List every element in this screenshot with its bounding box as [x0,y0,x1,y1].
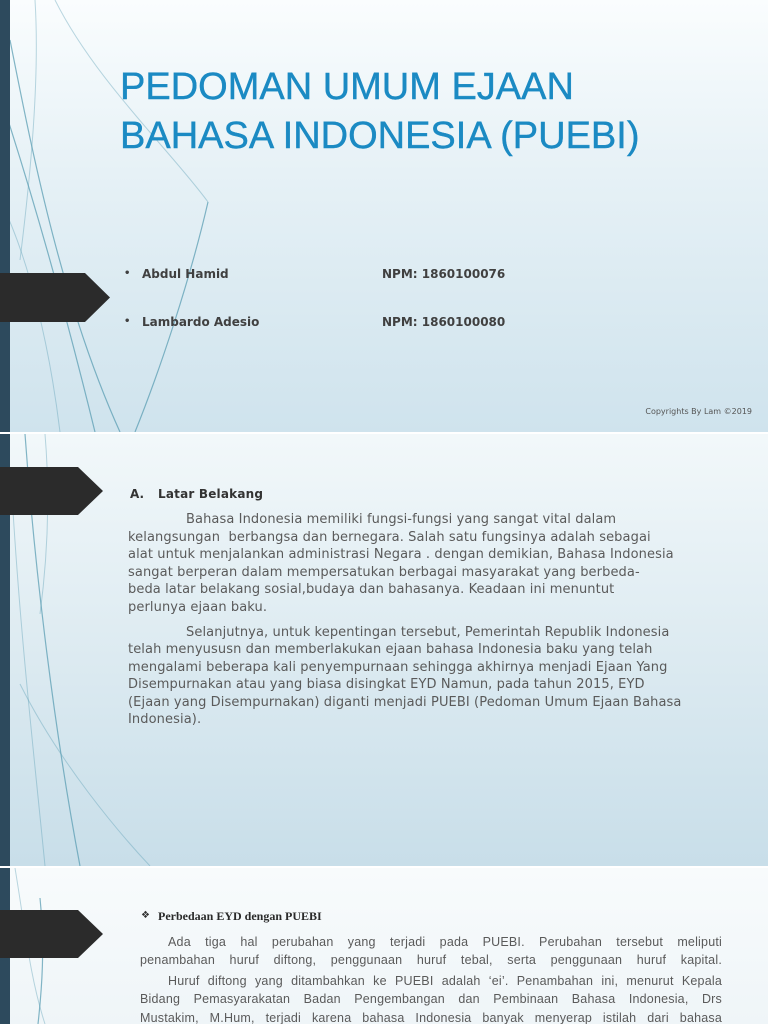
text-line: telah menyususn dan memberlakukan ejaan bahasa Indonesia baku yang telah [128,642,653,657]
text-line: mengalami beberapa kali penyempurnaan sehingga akhirnya menjadi Ejaan Yang [128,659,668,675]
text-line: alat untuk menjalankan administrasi Negara . dengan demikian, Bahasa Indonesia [128,547,674,562]
paragraph [140,933,722,970]
bullet-icon: • [124,268,131,279]
section-heading [0,485,768,503]
section-marker: A. [130,487,145,501]
text-line: perlunya ejaan baku. [128,599,268,615]
latar-belakang-slide [0,434,768,866]
author-name: Abdul Hamid [142,267,229,281]
decorative-curve [12,494,45,866]
text-line: beda latar belakang sosial,budaya dan bahasanya. Keadaan ini menuntut [128,582,615,597]
text-line: Selanjutnya, untuk kepentingan tersebut, Pemerintah Republik Indonesia [186,624,670,640]
decorative-curve [10,40,120,432]
author-npm: NPM: 1860100080 [382,315,506,329]
text-line: Ada tiga hal perubahan yang terjadi pada PUEBI. Perubahan tersebut meliputi [168,934,722,949]
title-slide [0,0,768,432]
section-body [128,511,681,736]
section-title: Latar Belakang [158,487,264,501]
author-item [0,265,768,283]
section-heading [0,907,768,925]
text-line: kelangsungan berbangsa dan bernegara. Salah satu fungsinya adalah sebagai [128,529,651,545]
text-line: Bahasa Indonesia memiliki fungsi-fungsi yang sangat vital dalam [186,512,617,527]
paragraph [140,972,722,1024]
section-body [140,933,722,1024]
slide-title [120,63,639,161]
text-line: Mustakim, M.Hum, terjadi karena bahasa Indonesia banyak menyerap istilah dari bahasa [140,1010,722,1024]
text-line: Bidang Pemasyarakatan Badan Pengembangan dan Pembinaan Bahasa Indonesia, Drs [140,992,722,1007]
text-line: (Ejaan yang Disempurnakan) diganti menjadi PUEBI (Pedoman Umum Ejaan Bahasa [128,694,682,710]
left-accent-stripe [0,0,10,432]
author-item [0,313,768,331]
bullet-icon: • [124,316,131,327]
author-name: Lambardo Adesio [142,315,260,329]
perbedaan-slide [0,868,768,1024]
text-line: Indonesia). [128,712,202,727]
title-line: PEDOMAN UMUM EJAAN [120,66,574,108]
copyright-notice: Copyrights By Lam ©2019 [645,407,752,416]
paragraph [128,511,681,616]
text-line: penambahan huruf diftong, penggunaan huruf tebal, serta penggunaan huruf kapital. [140,953,722,968]
diamond-bullet-icon: ❖ [141,910,150,921]
text-line: sangat berperan dalam mempersatukan berbagai masyarakat yang berbeda- [128,564,640,580]
author-npm: NPM: 1860100076 [382,267,506,281]
section-title: Perbedaan EYD dengan PUEBI [158,909,322,923]
title-line: BAHASA INDONESIA (PUEBI) [120,115,640,157]
decorative-curve [40,434,48,614]
text-line: Disempurnakan atau yang biasa disingkat EYD Namun, pada tahun 2015, EYD [128,677,645,692]
text-line: Huruf diftong yang ditambahkan ke PUEBI adalah ‘ei’. Penambahan ini, menurut Kepala [168,973,722,988]
paragraph [128,624,681,729]
